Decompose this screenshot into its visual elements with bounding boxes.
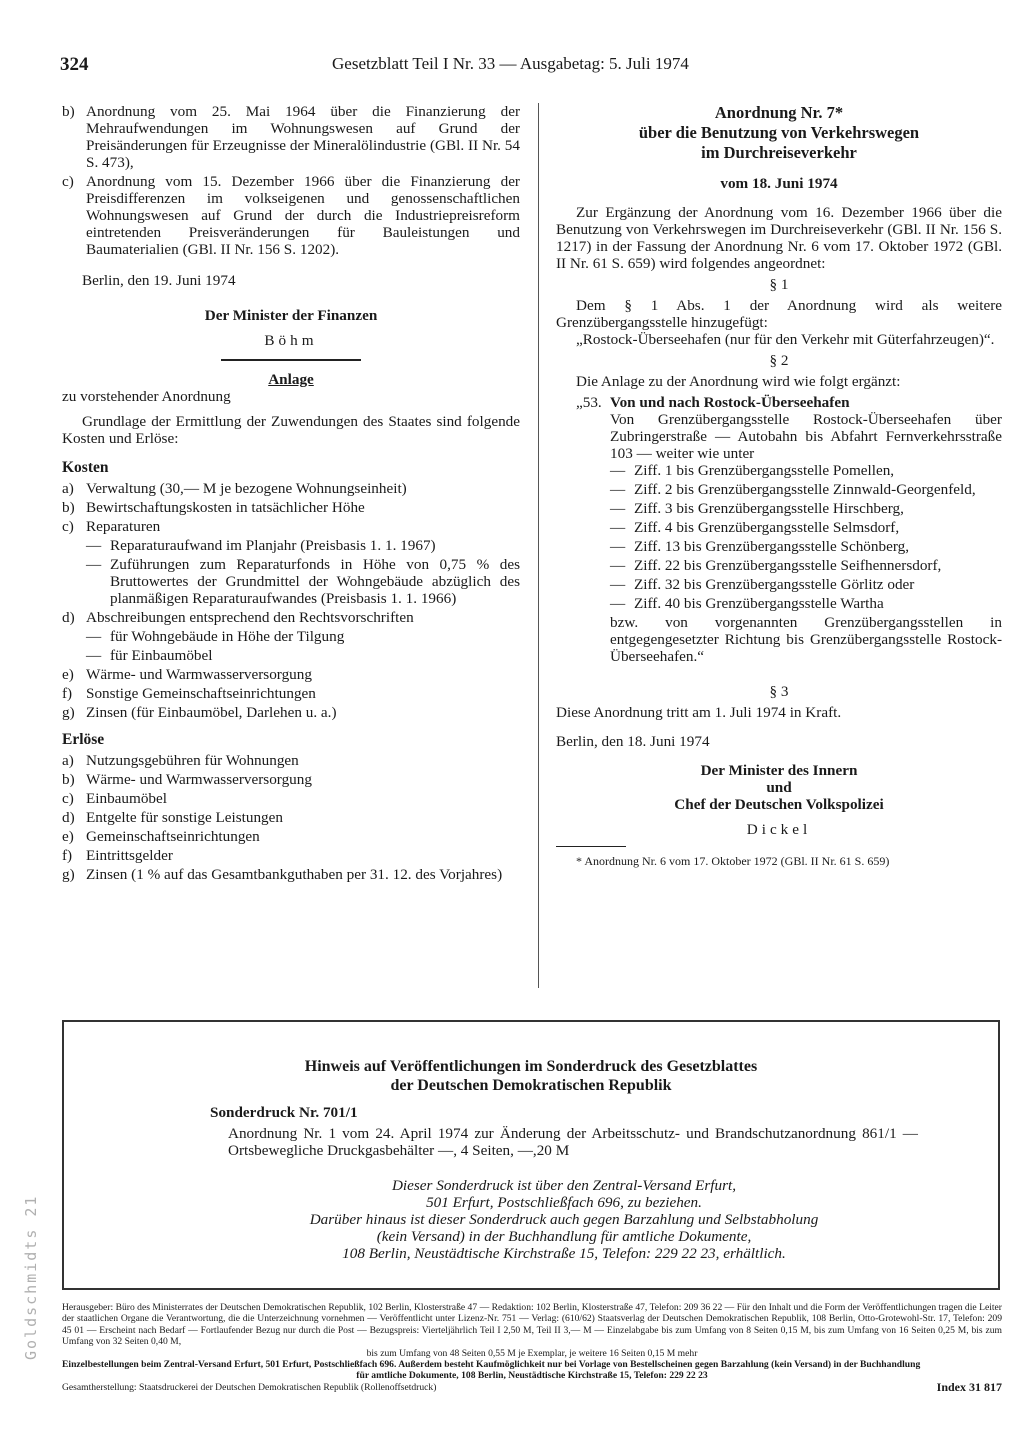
item-label: e) xyxy=(62,828,74,845)
route-item-text: Ziff. 1 bis Grenzübergangsstelle Pomellen, xyxy=(634,462,895,479)
place-date: Berlin, den 18. Juni 1974 xyxy=(556,733,710,750)
route-item-text: Ziff. 40 bis Grenzübergangsstelle Wartha xyxy=(634,595,884,612)
dash: — xyxy=(610,519,626,536)
order-line: (kein Versand) in der Buchhandlung für amtliche Dokumente, xyxy=(376,1228,752,1245)
dash: — xyxy=(86,556,102,573)
item-text: Wärme- und Warmwasserversorgung xyxy=(86,666,312,683)
route-end: bzw. von vorgenannten Grenzübergangsstellen in entgegengesetzter Richtung bis Grenzübergangsstelle Rostock-Überseehafen.“ xyxy=(610,614,1002,665)
impressum-publisher: Herausgeber: Büro des Ministerrates der Deutschen Demokratischen Republik, 102 Berlin, Klosterstraße 47 — Redaktion: 102 Berlin, Klosterstraße 47, Telefon: 209 36 22 — Für den Inhalt und die Form der Veröffentlichungen tragen die Leiter der staatlichen Organe die Verantwortung, die die Unterzeichnung vornehmen — Veröffentlicht unter Lizenz-Nr. 751 — Verlag: (610/62) Staatsverlag der Deutschen Demokratischen Republik, 108 Berlin, Otto-Grotewohl-Str. 17, Telefon: 209 45 01 — Erscheint nach Bedarf — Fortlaufender Bezug nur durch die Post — Bezugspreis: Vierteljährlich Teil I 2,50 M, Teil II 3,— M — Einzelabgabe bis zum Umfang von 8 Seiten 0,15 M, bis zum Umfang von 16 Seiten 0,25 M, bis zum Umfang von 32 Seiten 0,40 M, xyxy=(62,1302,1002,1348)
dash: — xyxy=(610,462,626,479)
list-item xyxy=(62,790,520,807)
margin-archive-stamp xyxy=(4,1090,40,1370)
item-text: Wärme- und Warmwasserversorgung xyxy=(86,771,312,788)
list-item xyxy=(62,771,520,788)
sub-list-item xyxy=(86,537,520,554)
item-label: b) xyxy=(62,499,75,516)
signer-title: Der Minister der Finanzen xyxy=(204,307,378,324)
anlage-intro: Grundlage der Ermittlung der Zuwendungen des Staates sind folgende Kosten und Erlöse: xyxy=(62,413,520,447)
route-title: Von und nach Rostock-Überseehafen xyxy=(610,394,850,411)
ordinance-intro: Zur Ergänzung der Anordnung vom 16. Dezember 1966 über die Benutzung von Verkehrswegen im Durchreiseverkehr (GBl. II Nr. 156 S. 1217) in der Fassung der Anordnung Nr. 6 vom 17. Oktober 1972 (GBl. II Nr. 61 S. 659) wird folgendes angeordnet: xyxy=(556,204,1002,272)
item-text: Reparaturen xyxy=(86,518,161,535)
paragraph-3-title: § 3 xyxy=(769,683,789,700)
signer-title-line1: Der Minister des Innern xyxy=(700,762,858,779)
list-item xyxy=(62,499,520,516)
order-line: Dieser Sonderdruck ist über den Zentral-Versand Erfurt, xyxy=(391,1177,737,1194)
dash: — xyxy=(86,628,102,645)
paragraph-1-text: Dem § 1 Abs. 1 der Anordnung wird als weitere Grenzübergangsstelle hinzugefügt: xyxy=(556,297,1002,331)
sub-list-item xyxy=(86,556,520,607)
list-item xyxy=(62,828,520,845)
signer-title-line2: und xyxy=(766,779,792,796)
list-item xyxy=(62,666,520,683)
printer-line: Gesamtherstellung: Staatsdruckerei der Deutschen Demokratischen Republik (Rollenoffsetdruck) xyxy=(62,1381,437,1393)
dash: — xyxy=(86,537,102,554)
item-label: e) xyxy=(62,666,74,683)
signer-title-line3: Chef der Deutschen Volkspolizei xyxy=(674,796,884,813)
item-text: Anordnung vom 15. Dezember 1966 über die Finanzierung der Preisdifferenzen im volkseigenen und genossenschaftlichen Wohnungswesen auf Grund der durch die Industriepreisreform eintretenden Preisveränderungen für Bauleistungen und Baumaterialien (GBl. II Nr. 156 S. 1202). xyxy=(86,173,520,258)
item-label: f) xyxy=(62,685,73,702)
list-item xyxy=(62,847,520,864)
list-item xyxy=(62,866,520,883)
sub-list-item xyxy=(86,647,520,664)
ordinance-title-line3: im Durchreiseverkehr xyxy=(701,143,857,162)
route-item-text: Ziff. 32 bis Grenzübergangsstelle Görlitz oder xyxy=(634,576,915,593)
list-item xyxy=(62,704,520,721)
item-text: Zinsen (1 % auf das Gesamtbankguthaben per 31. 12. des Vorjahres) xyxy=(86,866,503,883)
item-text: Eintrittsgelder xyxy=(86,847,173,864)
anlage-title: Anlage xyxy=(268,371,314,388)
sub-item-text: Zuführungen zum Reparaturfonds in Höhe von 0,75 % des Bruttowertes der Grundmittel der Wohngebäude abzüglich des planmäßigen Reparaturaufwandes (Preisbasis 1. 1. 1966) xyxy=(110,556,520,607)
item-text: Einbaumöbel xyxy=(86,790,167,807)
impressum xyxy=(62,1302,1002,1393)
order-line: 108 Berlin, Neustädtische Kirchstraße 15, Telefon: 229 22 23, erhältlich. xyxy=(342,1245,786,1262)
list-item xyxy=(62,518,520,535)
place-date: Berlin, den 19. Juni 1974 xyxy=(82,272,236,289)
notice-body xyxy=(210,1104,918,1262)
item-text: Nutzungsgebühren für Wohnungen xyxy=(86,752,299,769)
item-label: a) xyxy=(62,752,74,769)
item-label: f) xyxy=(62,847,73,864)
route-item-text: Ziff. 22 bis Grenzübergangsstelle Seifhennersdorf, xyxy=(634,557,942,574)
route-item-text: Ziff. 13 bis Grenzübergangsstelle Schönberg, xyxy=(634,538,910,555)
item-label: a) xyxy=(62,480,74,497)
route-item-text: Ziff. 2 bis Grenzübergangsstelle Zinnwald-Georgenfeld, xyxy=(634,481,976,498)
erloese-heading: Erlöse xyxy=(62,731,105,748)
item-text: Abschreibungen entsprechend den Rechtsvorschriften xyxy=(86,609,414,626)
order-line: 501 Erfurt, Postschließfach 696, zu beziehen. xyxy=(426,1194,702,1211)
dash: — xyxy=(610,500,626,517)
sub-item-text: Reparaturaufwand im Planjahr (Preisbasis 1. 1. 1967) xyxy=(110,537,436,554)
paragraph-1-title: § 1 xyxy=(769,276,789,293)
dash: — xyxy=(86,647,102,664)
paragraph-1-quote: „Rostock-Überseehafen (nur für den Verkehr mit Güterfahrzeugen)“. xyxy=(576,331,995,348)
margin-stamp-text: Goldschmidts 21 xyxy=(22,1194,40,1360)
impressum-footer xyxy=(62,1379,1002,1394)
dash: — xyxy=(610,576,626,593)
item-text: Zinsen (für Einbaumöbel, Darlehen u. a.) xyxy=(86,704,337,721)
route-heading xyxy=(576,394,1002,411)
dash: — xyxy=(610,538,626,555)
sonderdruck-description: Anordnung Nr. 1 vom 24. April 1974 zur Änderung der Arbeitsschutz- und Brandschutzanordnung 861/1 — Ortsbewegliche Druckgasbehälter —, 4 Seiten, —,20 M xyxy=(228,1125,918,1159)
item-text: Sonstige Gemeinschaftseinrichtungen xyxy=(86,685,316,702)
sub-list-item xyxy=(86,628,520,645)
list-item xyxy=(62,809,520,826)
route-item xyxy=(610,538,1002,555)
route-item xyxy=(610,595,1002,612)
notice-title xyxy=(64,1057,998,1095)
dash: — xyxy=(610,557,626,574)
item-label: d) xyxy=(62,609,75,626)
footnote-rule xyxy=(556,846,626,847)
sub-item-text: für Einbaumöbel xyxy=(110,647,213,664)
route-item xyxy=(610,481,1002,498)
route-description: Von Grenzübergangsstelle Rostock-Überseehafen über Zubringerstraße — Autobahn bis Abfahrt Fernverkehrsstraße 103 — weiter wie unter xyxy=(610,411,1002,462)
list-item xyxy=(62,173,520,258)
item-label: c) xyxy=(62,790,74,807)
page-header xyxy=(60,50,1020,80)
sonderdruck-number: Sonderdruck Nr. 701/1 xyxy=(210,1104,358,1121)
list-item xyxy=(62,685,520,702)
dash: — xyxy=(610,595,626,612)
sub-item-text: für Wohngebäude in Höhe der Tilgung xyxy=(110,628,345,645)
order-line: Darüber hinaus ist dieser Sonderdruck auch gegen Barzahlung und Selbstabholung xyxy=(309,1211,819,1228)
route-item xyxy=(610,557,1002,574)
item-label: b) xyxy=(62,771,75,788)
left-column xyxy=(62,103,520,885)
notice-title-line1: Hinweis auf Veröffentlichungen im Sonderdruck des Gesetzblattes xyxy=(304,1058,758,1075)
item-text: Gemeinschaftseinrichtungen xyxy=(86,828,260,845)
header-title: Gesetzblatt Teil I Nr. 33 — Ausgabetag: 5. Juli 1974 xyxy=(332,54,689,73)
ordinance-title-line1: Anordnung Nr. 7* xyxy=(714,103,844,122)
list-item xyxy=(62,480,520,497)
page-number: 324 xyxy=(60,54,89,75)
item-label: c) xyxy=(62,173,74,190)
item-label: g) xyxy=(62,866,75,883)
route-item xyxy=(610,462,1002,479)
item-label: b) xyxy=(62,103,75,120)
paragraph-2-title: § 2 xyxy=(769,352,789,369)
list-item xyxy=(62,752,520,769)
paragraph-3-text: Diese Anordnung tritt am 1. Juli 1974 in Kraft. xyxy=(556,704,842,721)
route-item xyxy=(610,576,1002,593)
item-label: c) xyxy=(62,518,74,535)
item-text: Entgelte für sonstige Leistungen xyxy=(86,809,283,826)
ordinance-date: vom 18. Juni 1974 xyxy=(720,175,838,192)
route-item-text: Ziff. 4 bis Grenzübergangsstelle Selmsdorf, xyxy=(634,519,900,536)
route-item xyxy=(610,500,1002,517)
route-item-text: Ziff. 3 bis Grenzübergangsstelle Hirschberg, xyxy=(634,500,904,517)
impressum-orders-address: für amtliche Dokumente, 108 Berlin, Neustädtische Kirchstraße 15, Telefon: 229 22 23 xyxy=(356,1370,708,1382)
sonderdruck-notice-box xyxy=(62,1020,1000,1290)
section-rule xyxy=(221,359,361,361)
item-label: d) xyxy=(62,809,75,826)
kosten-heading: Kosten xyxy=(62,459,109,476)
item-text: Verwaltung (30,— M je bezogene Wohnungseinheit) xyxy=(86,480,407,497)
list-item xyxy=(62,609,520,626)
index-number: Index 31 817 xyxy=(936,1379,1002,1394)
ordinance-title-line2: über die Benutzung von Verkehrswegen xyxy=(638,123,920,142)
right-column xyxy=(556,103,1002,870)
impressum-price-line: bis zum Umfang von 48 Seiten 0,55 M je Exemplar, je weitere 16 Seiten 0,15 M mehr xyxy=(366,1347,698,1359)
item-text: Bewirtschaftungskosten in tatsächlicher Höhe xyxy=(86,499,365,516)
anlage-subtitle: zu vorstehender Anordnung xyxy=(62,388,231,405)
signer-name: Dickel xyxy=(746,821,812,838)
signer-name: Böhm xyxy=(264,332,318,349)
footnote: * Anordnung Nr. 6 vom 17. Oktober 1972 (GBl. II Nr. 61 S. 659) xyxy=(576,854,890,868)
list-item xyxy=(62,103,520,171)
notice-title-line2: der Deutschen Demokratischen Republik xyxy=(390,1077,672,1094)
route-item xyxy=(610,519,1002,536)
route-number: „53. xyxy=(576,394,602,411)
dash: — xyxy=(610,481,626,498)
item-label: g) xyxy=(62,704,75,721)
item-text: Anordnung vom 25. Mai 1964 über die Finanzierung der Mehraufwendungen im Wohnungswesen auf Grund der Preisänderungen für Erzeugnisse der Mineralölindustrie (GBl. II Nr. 54 S. 473), xyxy=(86,103,520,171)
paragraph-2-text: Die Anlage zu der Anordnung wird wie folgt ergänzt: xyxy=(576,373,901,390)
column-divider xyxy=(538,103,539,988)
impressum-orders: Einzelbestellungen beim Zentral-Versand Erfurt, 501 Erfurt, Postschließfach 696. Außerdem besteht Kaufmöglichkeit nur bei Vorlage von Bestellscheinen gegen Barzahlung (kein Versand) in der Buchhandlung xyxy=(62,1359,921,1371)
